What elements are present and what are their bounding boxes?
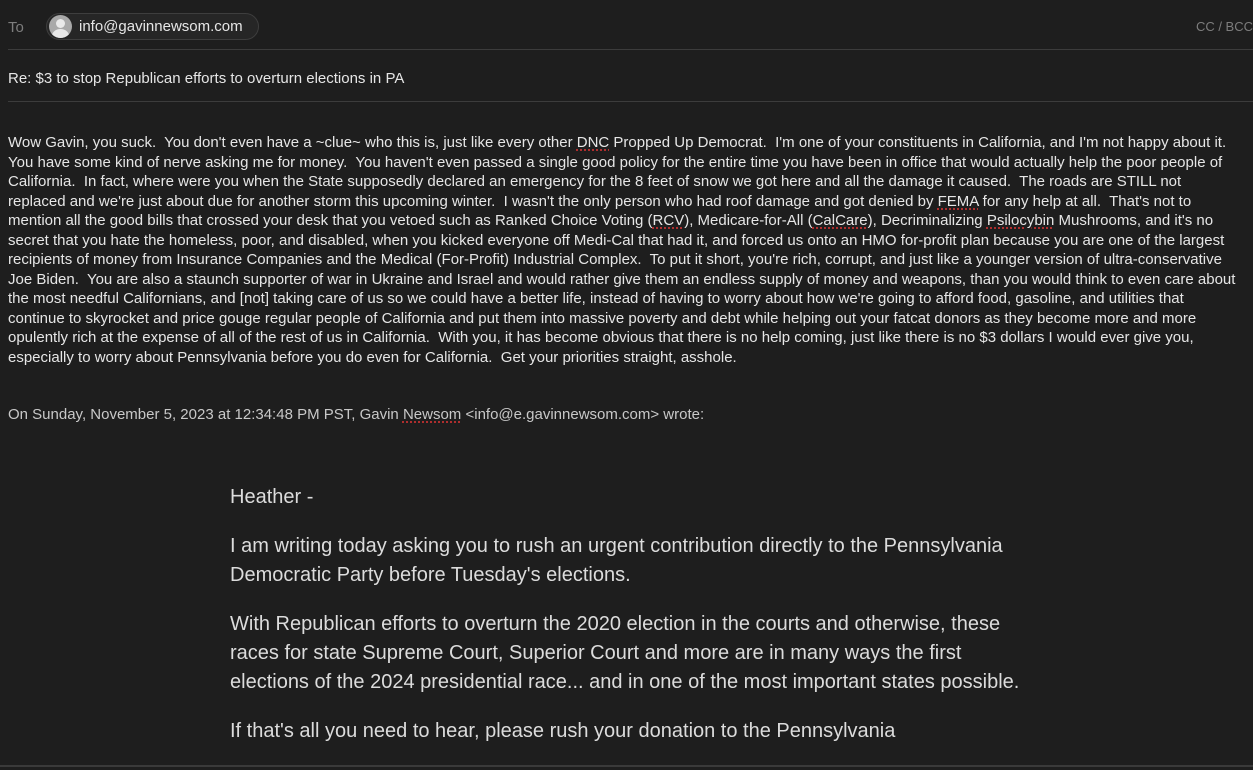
recipient-chip[interactable] bbox=[46, 13, 259, 40]
cc-bcc-button[interactable]: CC / BCC bbox=[1195, 19, 1253, 34]
misspelled-word[interactable]: RCV bbox=[652, 212, 685, 229]
subject-field[interactable]: Re: $3 to stop Republican efforts to overturn elections in PA bbox=[8, 70, 405, 87]
quoted-message bbox=[230, 483, 1020, 766]
quote-attribution: On Sunday, November 5, 2023 at 12:34:48 PM PST, Gavin Newsom <info@e.gavinnewsom.com> wrote: bbox=[8, 406, 705, 423]
divider bbox=[8, 101, 1253, 102]
misspelled-word[interactable]: FEMA bbox=[937, 192, 979, 210]
quoted-paragraph: If that's all you need to hear, please rush your donation to the Pennsylvania bbox=[230, 720, 896, 742]
misspelled-word[interactable]: CalCare bbox=[812, 212, 868, 229]
avatar-icon bbox=[49, 15, 72, 38]
quoted-paragraph: With Republican efforts to overturn the 2020 election in the courts and otherwise, these races for state Supreme Court, Superior Court and more are in many ways the first elections of the 2024 presidential race... and in one of the most important states possible. bbox=[230, 613, 1020, 693]
misspelled-word[interactable]: DNC bbox=[576, 134, 610, 151]
misspelled-word[interactable]: Newsom bbox=[402, 406, 462, 423]
to-label: To bbox=[8, 19, 24, 36]
misspelled-word[interactable]: Psilocybin bbox=[986, 212, 1055, 229]
recipient-email: info@gavinnewsom.com bbox=[79, 18, 243, 35]
to-row bbox=[0, 0, 1253, 50]
divider bbox=[8, 49, 1253, 50]
quoted-greeting: Heather - bbox=[230, 486, 314, 508]
bottom-divider bbox=[0, 765, 1253, 767]
reply-body[interactable]: Wow Gavin, you suck. You don't even have a ~clue~ who this is, just like every other DNC Propped Up Democrat. I'm one of your constituents in California, and I'm not happy about it. You have some kind of nerve asking me for money. You haven't even passed a single good policy for the entire time you have been in office that would actually help the poor people of California. In fact, where were you when the State supposedly declared an emergency for the 8 feet of snow we got here and all the damage it caused. The roads are STILL not replaced and we're just about due for another storm this upcoming winter. I wasn't the only person who had roof damage and got denied by FEMA for any help at all. That's not to mention all the good bills that crossed your desk that you vetoed such as Ranked Choice Voting (RCV), Medicare-for-All (CalCare), Decriminalizing Psilocybin Mushrooms, and it's no secret that you hate the homeless, poor, and disabled, when you kicked everyone off Medi-Cal that had it, and forced us onto an HMO for-profit plan because you are one of the largest recipients of money from Insurance Companies and the Medical (For-Profit) Industrial Complex. To put it short, you're rich, corrupt, and just like a younger version of ultra-conservative Joe Biden. You are also a staunch supporter of war in Ukraine and Israel and would rather give them an endless supply of money and weapons, than you would think to even care about the most needful Californians, and [not] taking care of us so we could have a better life, instead of having to worry about how we're going to afford food, gasoline, and utilities that continue to skyrocket and price gouge regular people of California and put them into massive poverty and debt while helping out your fatcat donors as they become more and more opulently rich at the expense of all of the rest of us in California. With you, it has become obvious that there is no help coming, just like there is no $3 dollars I would ever give you, especially to worry about Pennsylvania before you do even for California. Get your priorities straight, asshole. bbox=[8, 134, 1240, 366]
quoted-paragraph: I am writing today asking you to rush an urgent contribution directly to the Pennsylvania Democratic Party before Tuesday's elections. bbox=[230, 535, 1003, 586]
